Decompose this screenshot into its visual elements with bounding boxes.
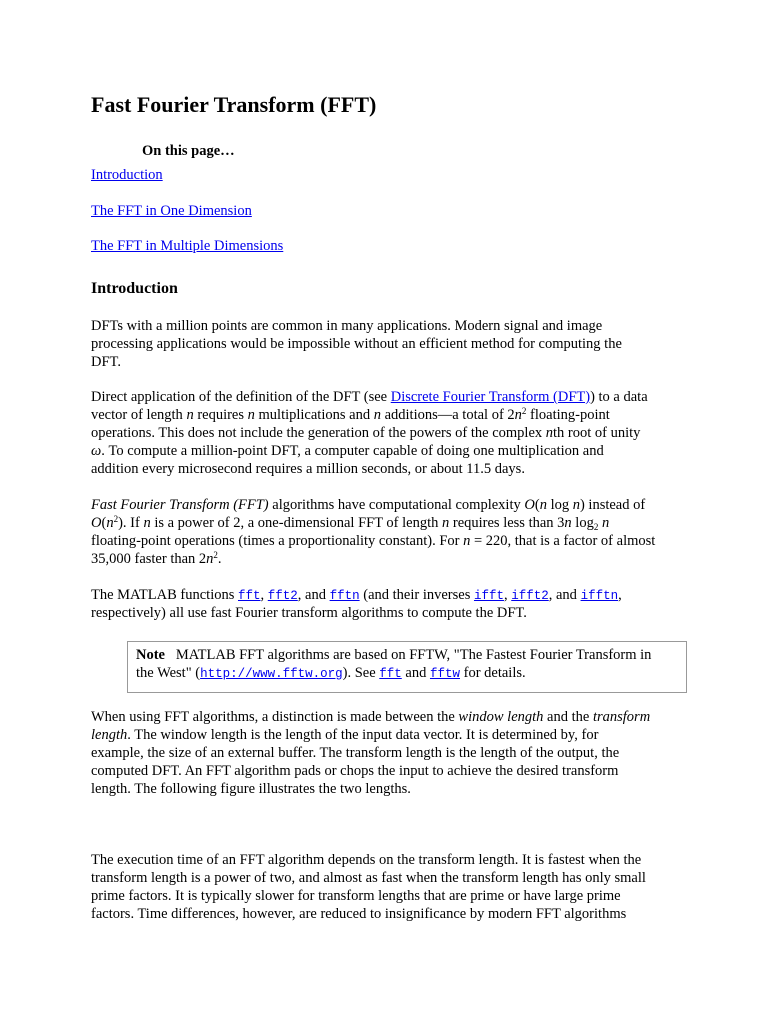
on-this-page-label: On this page… <box>142 143 235 159</box>
link-discrete-fourier-transform[interactable]: Discrete Fourier Transform (DFT) <box>390 389 591 405</box>
toc-link-introduction[interactable]: Introduction <box>91 167 163 183</box>
section-heading-introduction: Introduction <box>91 280 178 297</box>
link-note-fft[interactable]: fft <box>379 667 402 681</box>
link-ifftn[interactable]: ifftn <box>580 589 619 603</box>
link-note-fftw[interactable]: fftw <box>429 667 460 681</box>
paragraph-matlab-functions: The MATLAB functions fft, fft2, and fftn (and their inverses ifft, ifft2, and ifftn, respectively) all use fast Fourier transform algorithms to compute the DFT. <box>91 587 622 621</box>
paragraph-direct-dft: Direct application of the definition of the DFT (see Discrete Fourier Transform (DFT)) to a data vector of length n requires n multiplications and n additions—a total of $2n^2$ floating-point operations. This does not include the generation of the powers of the complex nth root of unity ω. To compute a million-point DFT, a computer capable of doing one multiplication and addition every microsecond requires a million seconds, or about 11.5 days. <box>91 389 648 477</box>
toc-link-fft-multiple-dimensions[interactable]: The FFT in Multiple Dimensions <box>91 238 284 254</box>
paragraph-window-transform-length: When using FFT algorithms, a distinction is made between the window length and the transform length. The window length is the length of the input data vector. It is determined by, for example, the size of an external buffer. The transform length is the length of the output, the computed DFT. An FFT algorithm pads or chops the input to achieve the desired transform length. The following figure illustrates the two lengths. <box>91 709 651 797</box>
toc-link-fft-one-dimension[interactable]: The FFT in One Dimension <box>91 203 252 219</box>
link-fft2[interactable]: fft2 <box>267 589 298 603</box>
paragraph-fft-complexity: Fast Fourier Transform (FFT) algorithms have computational complexity O(n log n) instead of $O(n^2)$. If n is a power of 2, a one-dimensional FFT of length n requires less than 3n $\log_2 n$ floating-point operations (times a proportionality constant). For n = 220, that is a factor of almost 35,000 faster than $2n^2$. <box>91 497 656 567</box>
link-fft[interactable]: fft <box>238 589 261 603</box>
link-ifft[interactable]: ifft <box>473 589 504 603</box>
paragraph-intro: DFTs with a million points are common in many applications. Modern signal and image processing applications would be impossible without an efficient method for computing the DFT. <box>91 318 622 370</box>
note-label: Note <box>136 647 165 663</box>
paragraph-execution-time: The execution time of an FFT algorithm depends on the transform length. It is fastest when the transform length is a power of two, and almost as fast when the transform length has only small prime factors. It is typically slower for transform lengths that are prime or have large prime factors. Time differences, however, are reduced to insignificance by modern FFT algorithms <box>91 852 646 922</box>
link-ifft2[interactable]: ifft2 <box>511 589 549 603</box>
link-fftn[interactable]: fftn <box>329 589 360 603</box>
page-title: Fast Fourier Transform (FFT) <box>91 92 377 117</box>
note-box: Note MATLAB FFT algorithms are based on FFTW, "The Fastest Fourier Transform in the West" (http://www.fftw.org). See fft and fftw for details. <box>127 641 687 693</box>
link-fftw-url[interactable]: http://www.fftw.org <box>200 667 343 681</box>
